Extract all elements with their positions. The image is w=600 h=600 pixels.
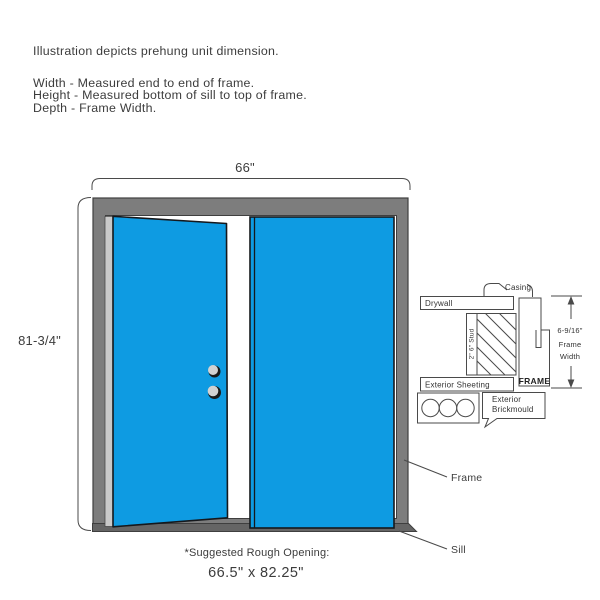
frame-section-label: FRAME (518, 376, 551, 386)
frame-profile (519, 298, 550, 386)
brickmould-circle-2 (439, 399, 456, 416)
stud-label: 2" 6" Stud (468, 328, 476, 360)
frame-width-arrowhead-up (568, 296, 575, 305)
brickmould-circle-3 (457, 399, 474, 416)
frame-cross-section (418, 266, 583, 444)
depth-definition: Depth - Frame Width. (33, 100, 157, 115)
height-dimension-label: 81-3/4" (18, 333, 61, 348)
rough-opening-value: 66.5" x 82.25" (208, 565, 304, 581)
frame-width-word1: Frame (558, 340, 582, 349)
sill-label: Sill (451, 544, 466, 556)
brickmould-label-line2: Brickmould (492, 405, 534, 414)
casing-label: Casing (505, 283, 532, 292)
width-dimension-label: 66" (235, 160, 255, 175)
sill-leader-line (399, 531, 447, 549)
frame-width-word2: Width (559, 352, 581, 361)
width-dimension-bracket (92, 179, 410, 191)
height-dimension-bracket (78, 198, 91, 531)
frame-width-arrowhead-down (568, 380, 575, 389)
exterior-sheeting-label: Exterior Sheeting (425, 380, 490, 390)
width-definition: Width - Measured end to end of frame. (33, 76, 255, 90)
brickmould-label-line1: Exterior (492, 395, 522, 404)
right-door-panel (250, 217, 394, 528)
brickmould-circle-1 (422, 399, 439, 416)
deadbolt-knob (208, 365, 218, 375)
illustration-caption: Illustration depicts prehung unit dimension. (33, 44, 279, 58)
frame-width-value: 6-9/16" (557, 326, 583, 335)
frame-label: Frame (451, 472, 483, 484)
frame-leader-line (404, 460, 447, 477)
rough-opening-title: *Suggested Rough Opening: (184, 547, 330, 559)
handle-knob (208, 386, 219, 397)
drywall-label: Drywall (425, 299, 453, 308)
height-definition: Height - Measured bottom of sill to top of frame. (33, 88, 307, 103)
